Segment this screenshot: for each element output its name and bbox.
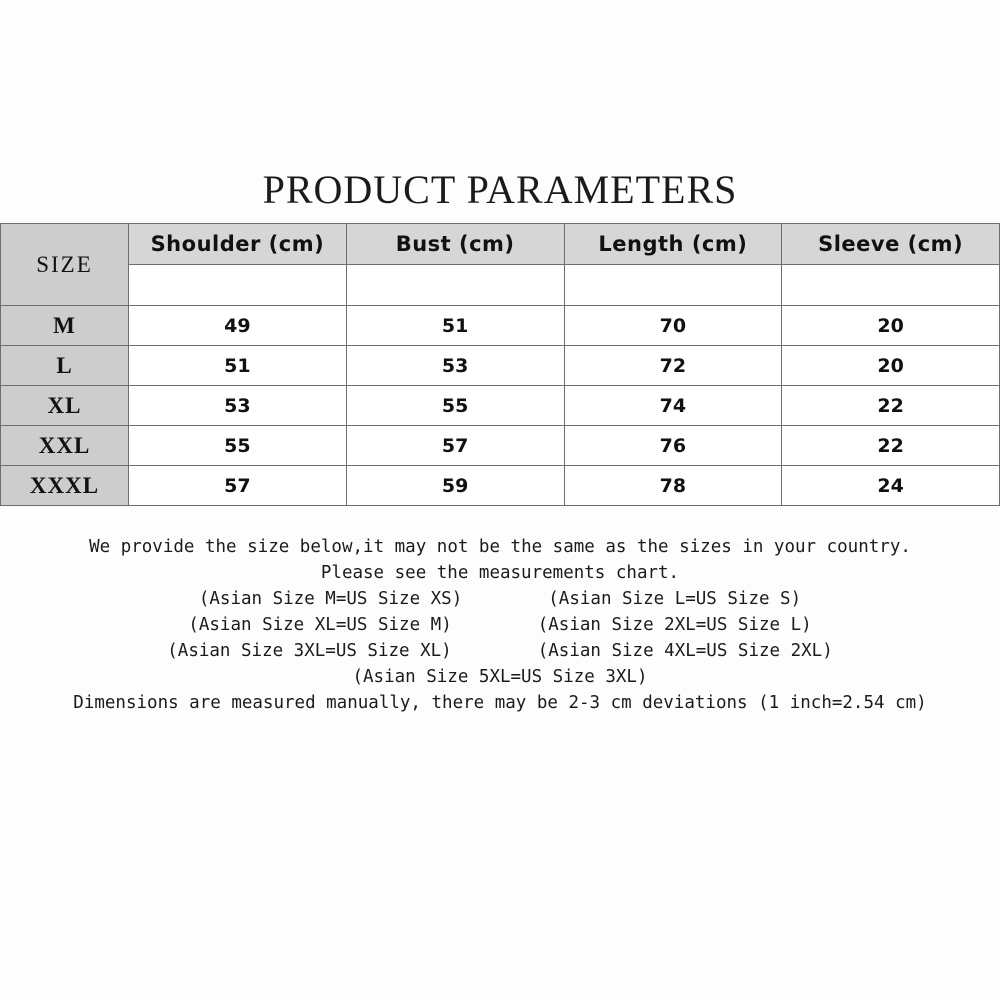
cell-length: 70 xyxy=(564,306,782,346)
cell-shoulder: 55 xyxy=(129,426,347,466)
conversion-last: (Asian Size 5XL=US Size 3XL) xyxy=(352,667,648,687)
cell-shoulder: 53 xyxy=(129,386,347,426)
row-size-label: XL xyxy=(1,386,129,426)
cell-sleeve: 22 xyxy=(782,426,1000,466)
cell-sleeve: 20 xyxy=(782,306,1000,346)
product-parameters-table xyxy=(0,223,1000,506)
cell-shoulder: 51 xyxy=(129,346,347,386)
header-spacer-1 xyxy=(129,265,347,306)
table-row xyxy=(1,386,1000,426)
cell-sleeve: 20 xyxy=(782,346,1000,386)
row-size-label: XXXL xyxy=(1,466,129,506)
cell-bust: 57 xyxy=(346,426,564,466)
table-header-spacer-row xyxy=(1,265,1000,306)
cell-bust: 59 xyxy=(346,466,564,506)
note-line-2: Please see the measurements chart. xyxy=(320,563,680,583)
row-size-label: M xyxy=(1,306,129,346)
chart-content xyxy=(0,160,1000,716)
table-row xyxy=(1,466,1000,506)
header-cell-bust: Bust (cm) xyxy=(346,224,564,265)
cell-length: 74 xyxy=(564,386,782,426)
note-line-1: We provide the size below,it may not be the same as the sizes in your country. xyxy=(89,537,911,557)
cell-bust: 53 xyxy=(346,346,564,386)
conversion-right: (Asian Size 4XL=US Size 2XL) xyxy=(537,641,833,661)
table-row xyxy=(1,346,1000,386)
header-spacer-3 xyxy=(564,265,782,306)
header-cell-length: Length (cm) xyxy=(564,224,782,265)
row-size-label: XXL xyxy=(1,426,129,466)
conversion-left: (Asian Size 3XL=US Size XL) xyxy=(167,641,452,661)
note-footer: Dimensions are measured manually, there may be 2-3 cm deviations (1 inch=2.54 cm) xyxy=(73,693,927,713)
cell-shoulder: 49 xyxy=(129,306,347,346)
cell-length: 78 xyxy=(564,466,782,506)
cell-shoulder: 57 xyxy=(129,466,347,506)
table-row xyxy=(1,426,1000,466)
header-cell-sleeve: Sleeve (cm) xyxy=(782,224,1000,265)
conversion-row xyxy=(0,612,1000,638)
header-spacer-4 xyxy=(782,265,1000,306)
cell-length: 76 xyxy=(564,426,782,466)
table-header-row xyxy=(1,224,1000,265)
header-cell-shoulder: Shoulder (cm) xyxy=(129,224,347,265)
page-title: PRODUCT PARAMETERS xyxy=(262,167,738,212)
cell-bust: 55 xyxy=(346,386,564,426)
header-spacer-2 xyxy=(346,265,564,306)
table-row xyxy=(1,306,1000,346)
header-cell-size: SIZE xyxy=(1,224,129,306)
conversion-left: (Asian Size XL=US Size M) xyxy=(188,615,452,635)
row-size-label: L xyxy=(1,346,129,386)
cell-sleeve: 24 xyxy=(782,466,1000,506)
conversion-left: (Asian Size M=US Size XS) xyxy=(198,589,463,609)
cell-sleeve: 22 xyxy=(782,386,1000,426)
conversion-row xyxy=(0,638,1000,664)
conversion-row xyxy=(0,586,1000,612)
cell-length: 72 xyxy=(564,346,782,386)
size-notes xyxy=(0,506,1000,716)
cell-bust: 51 xyxy=(346,306,564,346)
conversion-right: (Asian Size 2XL=US Size L) xyxy=(537,615,812,635)
conversion-right: (Asian Size L=US Size S) xyxy=(548,589,802,609)
